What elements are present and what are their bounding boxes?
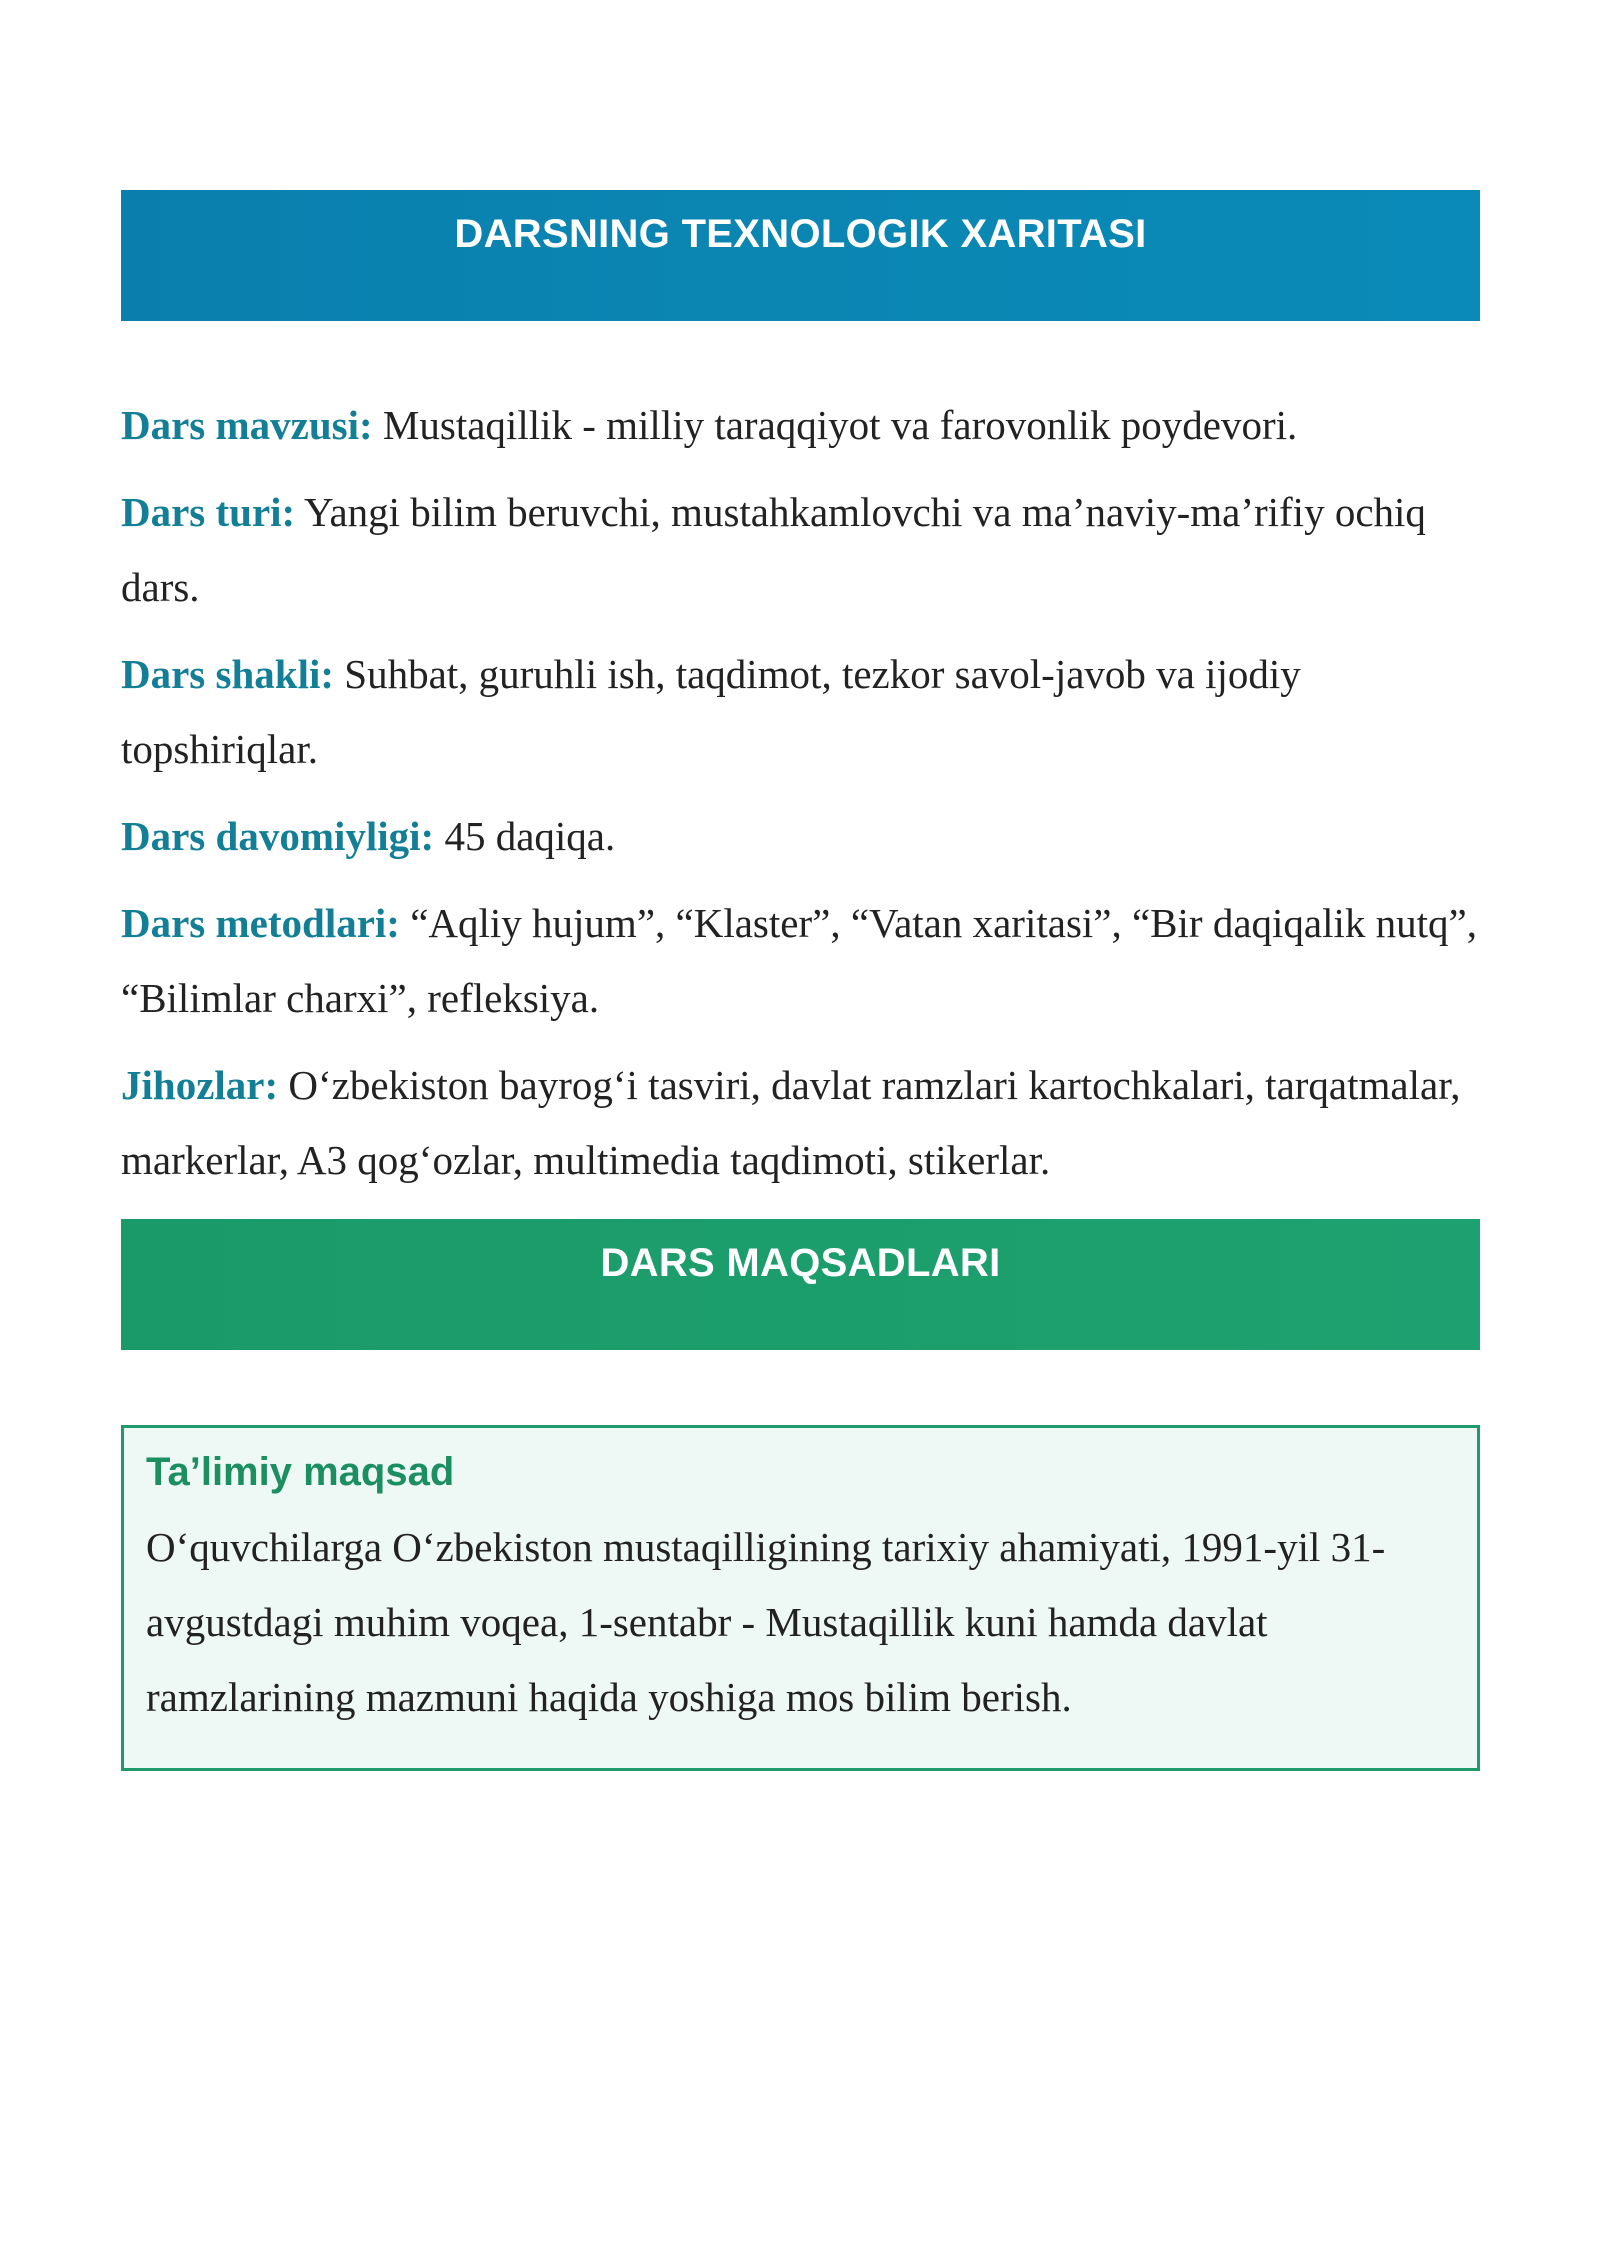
- lesson-info-type: [121, 475, 1480, 625]
- educational-goal-title: Ta’limiy maqsad: [146, 1450, 455, 1494]
- lesson-info-form: [121, 637, 1480, 787]
- lesson-info-topic: [121, 388, 1480, 463]
- lesson-info-value: O‘zbekiston bayrog‘i tasviri, davlat ramzlari kartochkalari, tarqatmalar, markerlar, A3 qog‘ozlar, multimedia taqdimoti, stikerlar.: [121, 1062, 1461, 1183]
- educational-goal-text: O‘quvchilarga O‘zbekiston mustaqilligining tarixiy ahamiyati, 1991-yil 31-avgustdagi muhim voqea, 1-sentabr - Mustaqillik kuni hamda davlat ramzlarining mazmuni haqida yoshiga mos bilim berish.: [146, 1524, 1386, 1720]
- goals-banner-title: DARS MAQSADLARI: [600, 1241, 1001, 1285]
- lesson-info-value: Suhbat, guruhli ish, taqdimot, tezkor savol-javob va ijodiy topshiriqlar.: [121, 651, 1301, 772]
- lesson-info-label: Dars davomiyligi:: [121, 813, 435, 859]
- lesson-info-label: Dars turi:: [121, 489, 296, 535]
- lesson-info-value: Yangi bilim beruvchi, mustahkamlovchi va ma’naviy-ma’rifiy ochiq dars.: [121, 489, 1426, 610]
- header-banner: [121, 190, 1480, 321]
- lesson-info-duration: [121, 799, 1480, 874]
- educational-goal-box: [121, 1425, 1480, 1771]
- lesson-info-label: Dars shakli:: [121, 651, 335, 697]
- lesson-info-equipment: [121, 1048, 1480, 1198]
- lesson-info-label: Dars mavzusi:: [121, 402, 373, 448]
- lesson-info-value: “Aqliy hujum”, “Klaster”, “Vatan xaritasi”, “Bir daqiqalik nutq”, “Bilimlar charxi”, refleksiya.: [121, 900, 1477, 1021]
- lesson-info-value: 45 daqiqa.: [444, 813, 616, 859]
- header-banner-title: DARSNING TEXNOLOGIK XARITASI: [454, 212, 1147, 256]
- lesson-info-methods: [121, 886, 1480, 1036]
- goals-banner: [121, 1219, 1480, 1350]
- lesson-info-value: Mustaqillik - milliy taraqqiyot va farovonlik poydevori.: [382, 402, 1298, 448]
- lesson-info-section: [121, 388, 1480, 1210]
- lesson-info-label: Jihozlar:: [121, 1062, 279, 1108]
- lesson-info-label: Dars metodlari:: [121, 900, 400, 946]
